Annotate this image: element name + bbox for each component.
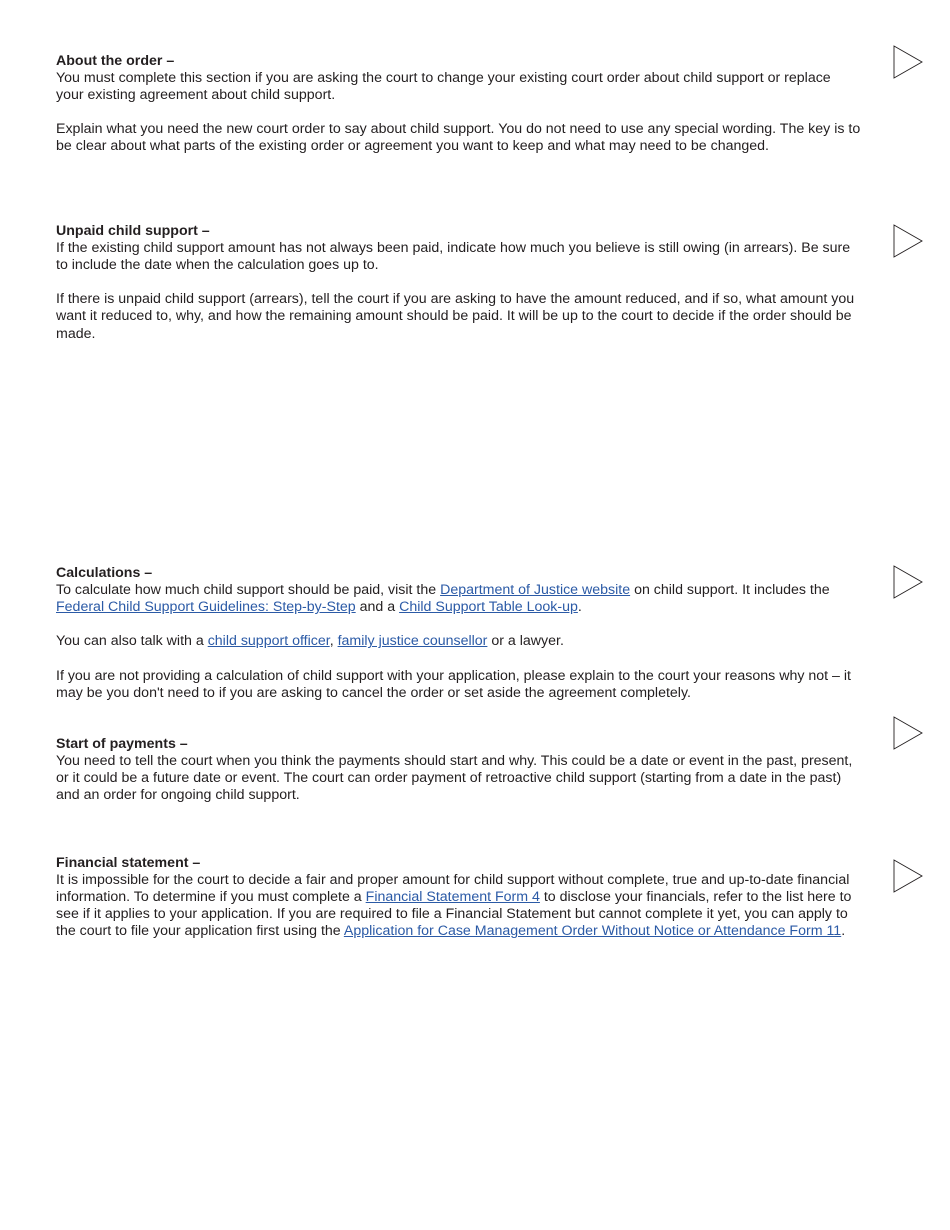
- calculations-text-1b: on child support. It includes the: [630, 582, 830, 599]
- calculations-arrow-icon[interactable]: [893, 565, 923, 599]
- financial-arrow-icon[interactable]: [893, 859, 923, 893]
- start-payments-heading: Start of payments –: [56, 736, 188, 752]
- unpaid-text-1: If the existing child support amount has not always been paid, indicate how much you believe is still owing (in arrears). Be sure to include the date when the calculation goes up to.: [56, 240, 851, 274]
- section-unpaid-child-support: [56, 223, 861, 343]
- calculations-text-2c: or a lawyer.: [487, 633, 564, 650]
- unpaid-paragraph-2: If there is unpaid child support (arrears), tell the court if you are asking to have the amount reduced, and if so, what amount you want it reduced to, why, and how the remaining amount should be paid. It will be up to the court to decide if the order should be made.: [56, 291, 855, 342]
- table-look-up-link[interactable]: Child Support Table Look-up: [399, 599, 578, 616]
- unpaid-arrow-icon[interactable]: [893, 224, 923, 258]
- family-justice-counsellor-link[interactable]: family justice counsellor: [337, 633, 488, 650]
- section-calculations: [56, 565, 861, 702]
- about-order-arrow-icon[interactable]: [893, 45, 923, 79]
- financial-paragraph-1: [56, 855, 861, 940]
- start-payments-paragraph-1: [56, 736, 861, 804]
- financial-text-1b: to disclose your financials, refer to the list here to see if it applies to your application. If you are required to file a Financial Statement but cannot complete it yet, you can apply to the court to file your application first using the: [56, 889, 852, 940]
- child-support-officer-link[interactable]: child support officer: [207, 633, 330, 650]
- calculations-paragraph-1: [56, 565, 861, 616]
- calculations-text-1d: .: [577, 599, 582, 616]
- calculations-text-1c: and a: [355, 599, 400, 616]
- calculations-paragraph-3: If you are not providing a calculation of child support with your application, please explain to the court your reasons why not – it may be you don't need to if you are asking to cancel the order or set aside the agreement completely.: [56, 667, 851, 701]
- calculations-text-1a: To calculate how much child support should be paid, visit the: [56, 582, 441, 599]
- section-about-the-order: [56, 53, 861, 156]
- unpaid-paragraph-1: [56, 223, 861, 274]
- department-of-justice-link[interactable]: Department of Justice website: [440, 582, 631, 599]
- about-order-text-1: You must complete this section if you are asking the court to change your existing court order about child support or replace your existing agreement about child support.: [56, 70, 831, 104]
- case-management-order-form-11-link[interactable]: Application for Case Management Order Without Notice or Attendance Form 11: [343, 923, 842, 940]
- financial-heading: Financial statement –: [56, 855, 201, 871]
- about-order-heading: About the order –: [56, 53, 175, 69]
- about-order-paragraph-2: Explain what you need the new court order to say about child support. You do not need to use any special wording. The key is to be clear about what parts of the existing order or agreement you want to keep and what may need to be changed.: [56, 121, 861, 155]
- financial-statement-form-4-link[interactable]: Financial Statement Form 4: [365, 889, 540, 906]
- calculations-heading: Calculations –: [56, 565, 153, 581]
- unpaid-heading: Unpaid child support –: [56, 223, 210, 239]
- start-payments-text-1: You need to tell the court when you think the payments should start and why. This could be a date or event in the past, present, or it could be a future date or event. The court can order payment of retroactive child support (starting from a date in the past) and an order for ongoing child support.: [56, 753, 853, 804]
- section-financial-statement: [56, 855, 861, 940]
- section-start-of-payments: [56, 736, 861, 804]
- about-order-paragraph-1: [56, 53, 861, 104]
- calculations-text-2a: You can also talk with a: [56, 633, 208, 650]
- calculations-text-2b: ,: [329, 633, 338, 650]
- calculations-paragraph-2: [56, 633, 861, 650]
- start-payments-arrow-icon[interactable]: [893, 716, 923, 750]
- guidelines-step-by-step-link[interactable]: Federal Child Support Guidelines: Step-by-Step: [56, 599, 356, 616]
- financial-text-1a: It is impossible for the court to decide a fair and proper amount for child support without complete, true and up-to-date financial information. To determine if you must complete a: [56, 872, 850, 906]
- financial-text-1c: .: [841, 923, 846, 940]
